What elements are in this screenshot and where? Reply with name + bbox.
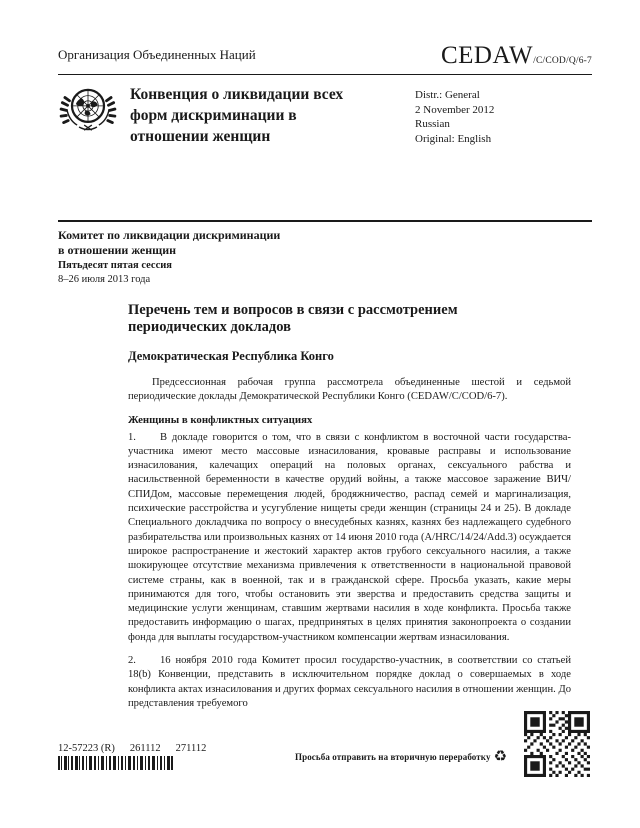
convention-title: Конвенция о ликвидации всех форм дискриминации в отношении женщин — [130, 86, 344, 145]
distr-original: Original: English — [415, 132, 492, 145]
numbered-paragraph — [128, 431, 571, 645]
paragraph-number: 1. — [128, 431, 136, 443]
un-organization-name: Организация Объединенных Наций — [58, 47, 256, 62]
main-content — [128, 302, 571, 720]
committee-block — [58, 228, 280, 286]
recycle-notice-text: Просьба отправить на вторичную переработку — [295, 751, 491, 762]
document-symbol — [441, 42, 592, 70]
barcode-number-1: 261112 — [129, 743, 161, 754]
numbered-paragraph — [128, 654, 571, 711]
un-emblem-icon — [56, 80, 120, 147]
session-dates: 8–26 июля 2013 года — [58, 274, 151, 285]
barcode-number-2: 271112 — [175, 743, 207, 754]
country-heading: Демократическая Республика Конго — [128, 349, 334, 363]
intro-paragraph: Предсессионная рабочая группа рассмотрела объединенные шестой и седьмой периодические доклады Демократической Республики Конго (CEDAW/C/COD/6-7). — [128, 377, 571, 403]
qr-code — [524, 711, 590, 782]
job-number-line — [58, 743, 206, 754]
paragraph-number: 2. — [128, 655, 136, 667]
distr-line: Distr.: General — [415, 89, 480, 101]
distribution-block — [415, 88, 494, 146]
distr-language: Russian — [415, 118, 450, 130]
masthead-divider — [58, 220, 592, 222]
committee-name-line2: в отношении женщин — [58, 243, 177, 257]
committee-name-line1: Комитет по ликвидации дискриминации — [58, 228, 281, 242]
header-divider — [58, 74, 592, 75]
session-title: Пятьдесят пятая сессия — [58, 260, 172, 271]
document-symbol-suffix: /C/COD/Q/6-7 — [533, 56, 592, 66]
section-heading: Женщины в конфликтных ситуациях — [128, 413, 313, 426]
distr-date: 2 November 2012 — [415, 103, 495, 116]
recycle-icon: ♻ — [493, 747, 508, 765]
paragraph-text: В докладе говорится о том, что в связи с конфликтом в восточной части государства-участника имеют место массовые изнасилования, кровавые расправы и использование изнасилования, калечащих операций на половых органах, сексуального рабства и насильственной беременности в качестве орудий войны, а также массовое заражение ВИЧ/СПИДом, массовые перемещения людей, бродяжничество, распад семей и маргинализация, психические расстройства и усугубление нищеты среди женщин (страницы 24 и 25). В докладе Специального докладчика по вопросу о внесудебных казнях, казнях без надлежащего судебного разбирательства или произвольных казнях от 14 июня 2010 года (A/HRC/14/24/Add.3) осуждается широкое распространение и жестокий характер актов грубого сексуального насилия, а также шокирующее отсутствие механизма привлечения к ответственности в национальной правовой системе страны, как в военной, так и в гражданской сфере. Просьба указать, какие меры принимаются для того, чтобы остановить эти зверства и предоставить средства защиты и медицинские услуги женщинам, ставшим жертвами насилия в ходе конфликта. Просьба также предоставить информацию о шагах, предпринятых в целях принятия законопроекта о создании фонда для выплаты государством-участником компенсации жертвам изнасилования. — [128, 431, 571, 643]
barcode — [58, 756, 174, 775]
recycle-notice — [295, 749, 507, 764]
document-symbol-main: CEDAW — [440, 42, 534, 69]
paragraph-text: 16 ноября 2010 года Комитет просил государство-участник, в соответствии со статьей 18(b) Конвенции, представить в исключительном порядке доклад о совершаемых в ходе конфликта актах изнасилования и других формах сексуального насилия в отношении женщин. До представления требуемого — [128, 655, 571, 709]
job-number: 12-57223 (R) — [58, 743, 115, 754]
page-title: Перечень тем и вопросов в связи с рассмотрением периодических докладов — [128, 302, 458, 335]
